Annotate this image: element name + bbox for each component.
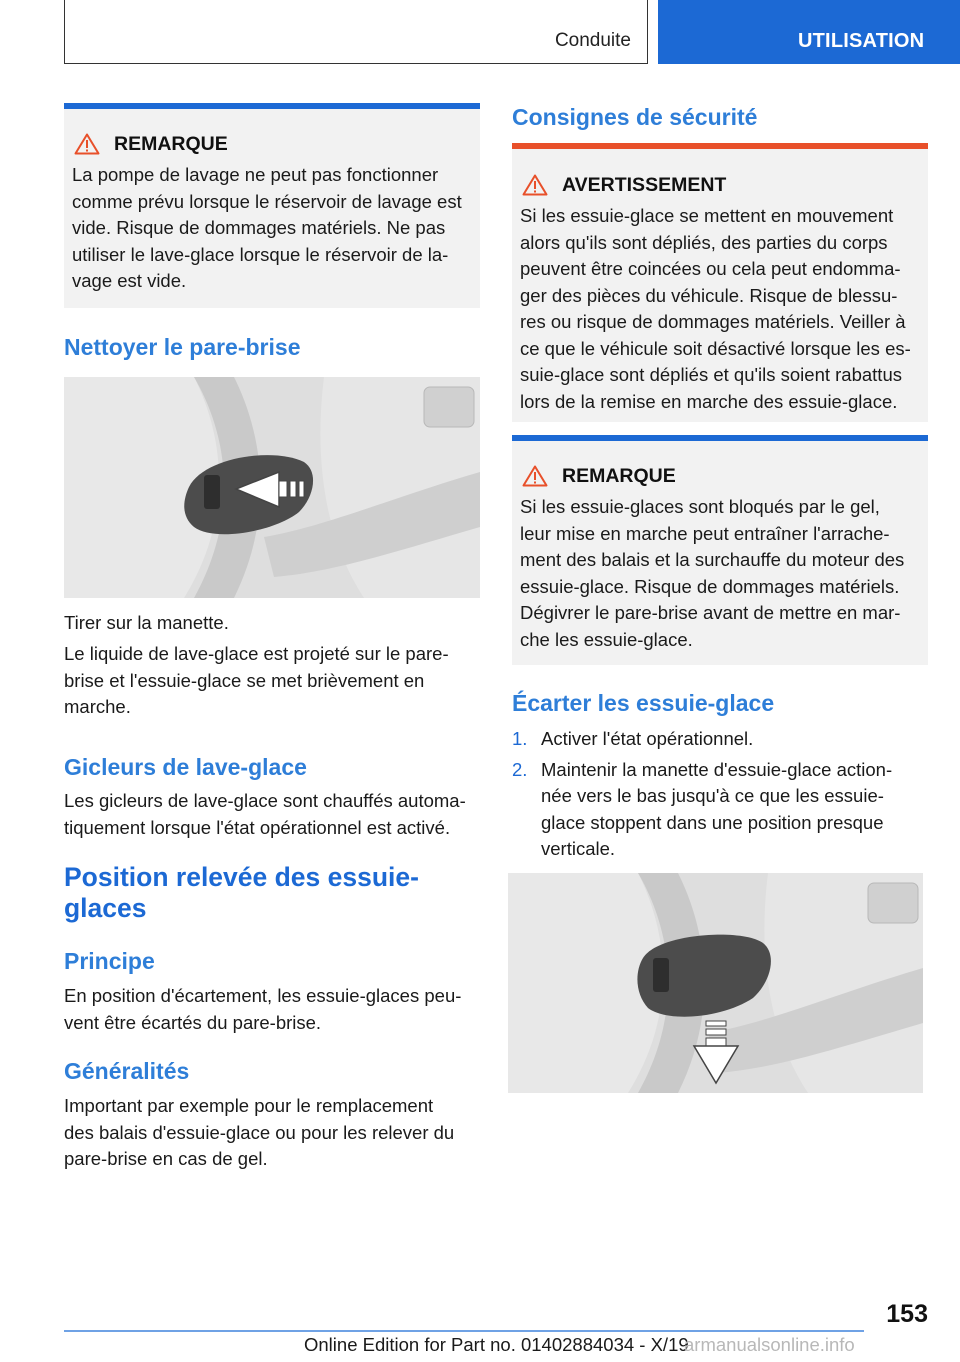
watermark-text: armanualsonline.info	[684, 1334, 855, 1355]
step-line: Activer l'état opérationnel.	[541, 728, 754, 749]
principle-body-line: vent être écartés du pare-brise.	[64, 1011, 322, 1033]
warning-line: ger des pièces du véhicule. Risque de blessu-	[520, 284, 898, 306]
notice-line: Si les essuie-glaces sont bloqués par le gel,	[520, 496, 880, 517]
notice-text	[520, 494, 920, 653]
clean-body-line: brise et l'essuie-glace se met brièvement en	[64, 669, 425, 691]
header-chapter-tab	[658, 0, 960, 64]
general-body-line: pare-brise en cas de gel.	[64, 1148, 268, 1169]
step-number: 2.	[512, 758, 528, 780]
notice-line: che les essuie-glace.	[520, 628, 693, 650]
step-line: Maintenir la manette d'essuie-glace action-	[541, 758, 893, 780]
warning-line: suie-glace sont dépliés et qu'ils soient rabattus	[520, 364, 902, 385]
general-body-line: des balais d'essuie-glace ou pour les relever du	[64, 1121, 455, 1143]
warning-title-row	[522, 173, 928, 197]
principle-body-line: En position d'écartement, les essuie-glaces peu-	[64, 985, 462, 1006]
principle-body-text	[64, 983, 480, 1036]
clean-body-line: marche.	[64, 696, 131, 717]
warning-text	[520, 203, 920, 415]
illustration-wiper-lever-pull	[64, 377, 480, 598]
warning-line: peuvent être coincées ou cela peut endomma-	[520, 258, 901, 279]
step-line: glace stoppent dans une position presque	[541, 811, 884, 833]
notice-line: comme prévu lorsque le réservoir de lavage est	[72, 190, 462, 212]
heading-wiper-raised-position	[64, 862, 424, 924]
clean-step-text: Tirer sur la manette.	[64, 612, 229, 633]
notice-title: REMARQUE	[562, 464, 676, 487]
notice-text	[72, 162, 472, 295]
nozzles-body-text	[64, 788, 480, 841]
notice-line: vage est vide.	[72, 270, 187, 291]
warning-triangle-icon	[74, 133, 100, 155]
notice-box-pump	[64, 103, 480, 308]
warning-box	[512, 143, 928, 422]
header-section-title: Conduite	[554, 30, 631, 51]
heading-clean-windshield: Nettoyer le pare-brise	[64, 334, 301, 360]
warning-line: lors de la remise en marche des essuie-glace.	[520, 390, 898, 412]
notice-line: Dégivrer le pare-brise avant de mettre en mar-	[520, 602, 901, 623]
warning-line: Si les essuie-glace se mettent en mouvement	[520, 205, 894, 226]
heading-line: glaces	[64, 893, 147, 923]
heading-washer-nozzles: Gicleurs de lave-glace	[64, 754, 307, 780]
header-section-box	[64, 0, 648, 64]
notice-bar	[64, 103, 480, 109]
clean-body-text	[64, 641, 480, 721]
notice-box-frozen	[512, 435, 928, 665]
warning-bar	[512, 143, 928, 149]
warning-title: AVERTISSEMENT	[562, 173, 727, 196]
nozzles-body-line: Les gicleurs de lave-glace sont chauffés automa-	[64, 790, 466, 811]
page-number: 153	[886, 1300, 928, 1328]
step-line: née vers le bas jusqu'à ce que les essuie-	[541, 785, 884, 806]
heading-principle: Principe	[64, 948, 155, 974]
notice-line: essuie-glace. Risque de dommages matériels.	[520, 575, 900, 597]
notice-line: vide. Risque de dommages matériels. Ne pas	[72, 217, 446, 238]
heading-safety-instructions: Consignes de sécurité	[512, 104, 758, 130]
step-number: 1.	[512, 728, 528, 749]
warning-line: res ou risque de dommages matériels. Veiller à	[520, 311, 906, 332]
warning-triangle-icon	[522, 174, 548, 196]
header-chapter-title: UTILISATION	[798, 30, 925, 52]
notice-line: ment des balais et la surchauffe du moteur des	[520, 549, 905, 570]
clean-body-line: Le liquide de lave-glace est projeté sur le pare-	[64, 643, 449, 664]
notice-line: La pompe de lavage ne peut pas fonctionner	[72, 164, 439, 185]
notice-line: utiliser le lave-glace lorsque le réservoir de la-	[72, 243, 449, 265]
edition-text: Online Edition for Part no. 01402884034 - X/19	[304, 1334, 689, 1355]
notice-title: REMARQUE	[114, 132, 228, 155]
fold-step	[512, 757, 928, 863]
footer-rule	[64, 1330, 864, 1332]
heading-line: Position relevée des essuie-	[64, 862, 419, 892]
notice-line: leur mise en marche peut entraîner l'arrache-	[520, 522, 890, 544]
warning-line: ce que le véhicule soit désactivé lorsque les es-	[520, 337, 911, 359]
step-line: verticale.	[541, 838, 616, 859]
fold-steps-list	[512, 726, 928, 863]
warning-triangle-icon	[522, 465, 548, 487]
notice-bar	[512, 435, 928, 441]
general-body-text	[64, 1093, 480, 1173]
warning-line: alors qu'ils sont dépliés, des parties du corps	[520, 231, 888, 253]
notice-title-row	[522, 464, 928, 488]
fold-step	[512, 726, 928, 753]
notice-title-row	[74, 132, 480, 156]
heading-fold-wipers: Écarter les essuie-glace	[512, 690, 775, 716]
illustration-wiper-lever-down	[508, 873, 923, 1093]
general-body-line: Important par exemple pour le remplacement	[64, 1095, 434, 1116]
heading-general: Généralités	[64, 1058, 190, 1084]
nozzles-body-line: tiquement lorsque l'état opérationnel est activé.	[64, 816, 451, 838]
